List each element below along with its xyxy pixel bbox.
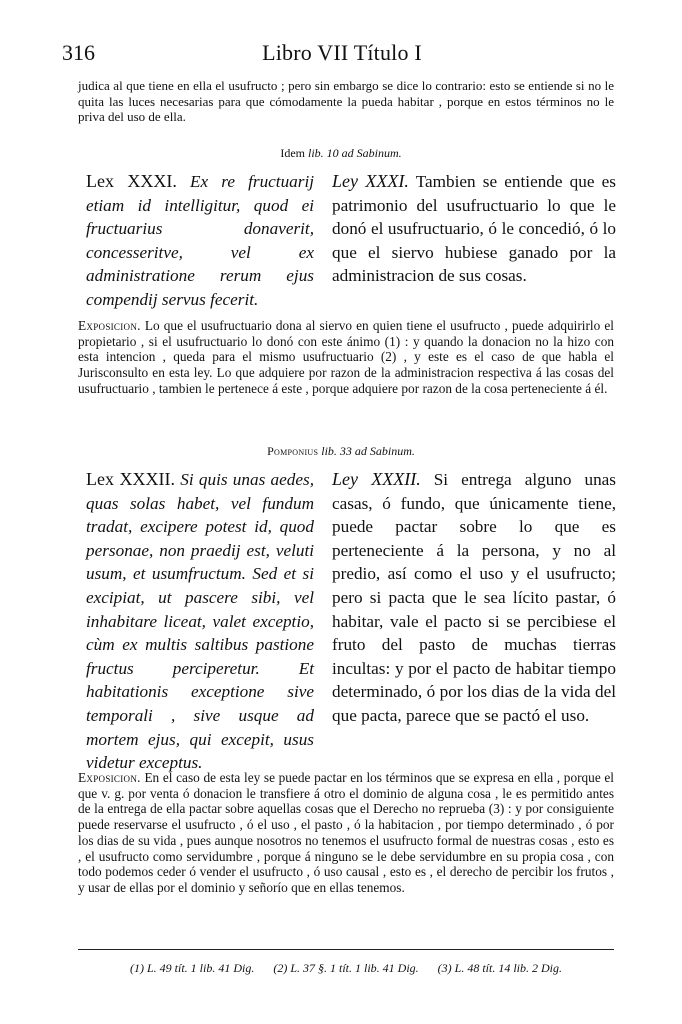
intro-paragraph: judica al que tiene en ella el usufructo ; pero sin embargo se dice lo contrario: esto se entiende si no le quita las luces necesarias para que cómodamente la pueda habitar , porque en estos términos no le priva del uso de ella. bbox=[78, 78, 614, 124]
source-author: Idem bbox=[280, 146, 305, 160]
spanish-text-column bbox=[332, 170, 616, 288]
footnote: (1) L. 49 tít. 1 lib. 41 Dig. bbox=[129, 961, 255, 975]
latin-law-text: Ex re fructuarij etiam id intelligitur, quod ei fructuarius donaverit, concesseritve, vel ex administratione rerum ejus compendij servus fecerit. bbox=[86, 172, 314, 309]
source-citation bbox=[0, 444, 682, 459]
spanish-law-text: Si entrega alguno unas casas, ó fundo, que únicamente tiene, puede pactar sobre lo que es perteneciente á la persona, y no al predio, así como el uso y el usufructo; pero si pacta que le sea lícito pastar, ó habitar, vale el pacto si se percibiese el fruto del pasto de muchas tierras incultas: y por el pacto de habitar tiempo determinado, ó por los dias de la vida del que pacta, parece que se pactó el uso. bbox=[332, 470, 616, 725]
footnote: (3) L. 48 tít. 14 lib. 2 Dig. bbox=[437, 961, 563, 975]
footnote-divider bbox=[78, 949, 614, 950]
source-reference: lib. 33 ad Sabinum. bbox=[321, 444, 415, 458]
exposicion-paragraph bbox=[78, 770, 614, 896]
running-title: Libro VII Título I bbox=[262, 40, 422, 65]
page-header bbox=[62, 40, 622, 70]
latin-law-text: Si quis unas aedes, quas solas habet, vel fundum tradat, excipere potest id, quod personae, non praedij est, veluti usum, et usumfructum. Sed et si excipiat, ut pascere sibi, vel inhabitare liceat, valet exceptio, cùm ex multis saltibus pastione fructus perciperetur. Et habitationis exceptione sive temporali , sive usque ad mortem ejus, qui excepit, usus videtur exceptus. bbox=[86, 470, 314, 773]
spanish-law-heading: Ley XXXII. bbox=[332, 469, 421, 489]
spanish-law-heading: Ley XXXI. bbox=[332, 171, 409, 191]
spanish-law-text: Tambien se entiende que es patrimonio del usufructuario lo que le donó el usufructuario, ó le concedió, ó lo que el siervo hubiese ganado por la administracion de sus cosas. bbox=[332, 172, 616, 286]
spanish-text-column bbox=[332, 468, 616, 728]
page-number: 316 bbox=[62, 40, 95, 65]
exposicion-label: Exposicion. bbox=[78, 770, 141, 785]
exposicion-text: En el caso de esta ley se puede pactar en los términos que se expresa en ella , porque el que v. g. por venta ó donacion le transfiere á otro el dominio de alguna cosa , le es permitido antes de la entrega de ella pactar sobre aquellas cosas que el Derecho no reprueba (3) : y por consiguiente puede reservarse el usufructo , ó el uso , el pasto , ó la habitacion , por tiempo determinado , ó por los dias de su vida , pues aunque nosotros no tenemos el usufructo formal de nuestras cosas , esto es , el usufructo como servidumbre , porque á ninguno se le debe servidumbre en su propia cosa , con todo podemos ceder ó vender el usufructo , ó uso causal , esto es , el derecho de percibir los frutos , y usar de ellas por el dominio y señorío que en ellas tenemos. bbox=[78, 770, 614, 895]
footnotes bbox=[78, 960, 614, 976]
footnote: (2) L. 37 §. 1 tít. 1 lib. 41 Dig. bbox=[273, 961, 419, 975]
latin-law-heading: Lex XXXII. bbox=[86, 469, 175, 489]
exposicion-paragraph bbox=[78, 318, 614, 397]
exposicion-text: Lo que el usufructuario dona al siervo en quien tiene el usufructo , puede adquirirlo el propietario , si el usufructuario lo donó con este ánimo (1) : y quando la donacion no la hizo con esta intencion , queda para el mismo usufructuario (2) , y este es el caso de que habla el Jurisconsulto en esta ley. Lo que adquiere por razon de la administracion respectiva á las cosas del usufructuario , tambien le pertenece á este , porque adquiere por razon de la cosa perteneciente á él. bbox=[78, 318, 614, 396]
source-author: Pomponius bbox=[267, 444, 319, 458]
exposicion-label: Exposicion. bbox=[78, 318, 141, 333]
latin-text-column bbox=[86, 170, 314, 312]
source-reference: lib. 10 ad Sabinum. bbox=[307, 146, 402, 160]
latin-law-heading: Lex XXXI. bbox=[86, 171, 177, 191]
latin-text-column bbox=[86, 468, 314, 775]
source-citation bbox=[0, 146, 682, 161]
